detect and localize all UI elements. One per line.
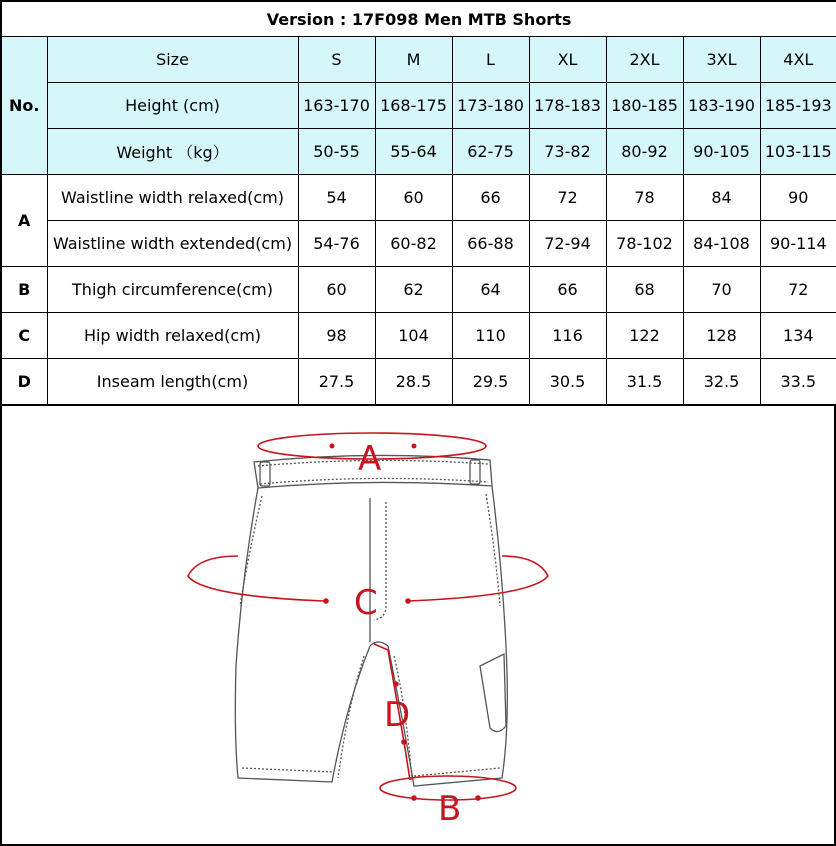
waist-extended-cell: 66-88 bbox=[452, 221, 529, 267]
weight-label: Weight （kg） bbox=[47, 129, 298, 175]
weight-cell: 90-105 bbox=[683, 129, 760, 175]
thigh-cell: 70 bbox=[683, 267, 760, 313]
waist-relaxed-cell: 78 bbox=[606, 175, 683, 221]
hip-cell: 122 bbox=[606, 313, 683, 359]
label-a: A bbox=[358, 439, 382, 479]
waist-extended-cell: 90-114 bbox=[760, 221, 836, 267]
inseam-cell: 28.5 bbox=[375, 359, 452, 406]
weight-cell: 73-82 bbox=[529, 129, 606, 175]
thigh-cell: 66 bbox=[529, 267, 606, 313]
shorts-illustration bbox=[2, 406, 834, 844]
inseam-label: Inseam length(cm) bbox=[47, 359, 298, 406]
size-4xl: 4XL bbox=[760, 37, 836, 83]
hip-cell: 98 bbox=[298, 313, 375, 359]
height-cell: 173-180 bbox=[452, 83, 529, 129]
waist-relaxed-cell: 54 bbox=[298, 175, 375, 221]
thigh-cell: 60 bbox=[298, 267, 375, 313]
inseam-cell: 32.5 bbox=[683, 359, 760, 406]
hip-label: Hip width relaxed(cm) bbox=[47, 313, 298, 359]
waist-extended-cell: 54-76 bbox=[298, 221, 375, 267]
waist-relaxed-cell: 90 bbox=[760, 175, 836, 221]
label-d: D bbox=[384, 695, 411, 735]
height-cell: 183-190 bbox=[683, 83, 760, 129]
inseam-cell: 30.5 bbox=[529, 359, 606, 406]
size-3xl: 3XL bbox=[683, 37, 760, 83]
weight-cell: 103-115 bbox=[760, 129, 836, 175]
waist-relaxed-cell: 72 bbox=[529, 175, 606, 221]
no-header: No. bbox=[1, 37, 47, 175]
label-b: B bbox=[438, 789, 462, 829]
hip-cell: 110 bbox=[452, 313, 529, 359]
height-cell: 178-183 bbox=[529, 83, 606, 129]
size-l: L bbox=[452, 37, 529, 83]
size-s: S bbox=[298, 37, 375, 83]
thigh-label: Thigh circumference(cm) bbox=[47, 267, 298, 313]
waist-extended-cell: 78-102 bbox=[606, 221, 683, 267]
size-2xl: 2XL bbox=[606, 37, 683, 83]
thigh-cell: 64 bbox=[452, 267, 529, 313]
size-label: Size bbox=[47, 37, 298, 83]
waist-extended-cell: 72-94 bbox=[529, 221, 606, 267]
weight-cell: 80-92 bbox=[606, 129, 683, 175]
weight-cell: 55-64 bbox=[375, 129, 452, 175]
label-c: C bbox=[354, 583, 378, 623]
size-chart-table bbox=[0, 0, 836, 406]
inseam-cell: 31.5 bbox=[606, 359, 683, 406]
weight-cell: 62-75 bbox=[452, 129, 529, 175]
height-cell: 185-193 bbox=[760, 83, 836, 129]
waist-relaxed-label: Waistline width relaxed(cm) bbox=[47, 175, 298, 221]
weight-cell: 50-55 bbox=[298, 129, 375, 175]
waist-relaxed-cell: 60 bbox=[375, 175, 452, 221]
waist-extended-cell: 84-108 bbox=[683, 221, 760, 267]
inseam-cell: 33.5 bbox=[760, 359, 836, 406]
measurement-diagram bbox=[0, 406, 836, 846]
thigh-cell: 68 bbox=[606, 267, 683, 313]
inseam-cell: 29.5 bbox=[452, 359, 529, 406]
size-xl: XL bbox=[529, 37, 606, 83]
thigh-cell: 72 bbox=[760, 267, 836, 313]
height-cell: 180-185 bbox=[606, 83, 683, 129]
measurement-dots bbox=[323, 444, 481, 801]
height-label: Height (cm) bbox=[47, 83, 298, 129]
inseam-cell: 27.5 bbox=[298, 359, 375, 406]
waist-relaxed-cell: 66 bbox=[452, 175, 529, 221]
group-d: D bbox=[1, 359, 47, 406]
waist-relaxed-cell: 84 bbox=[683, 175, 760, 221]
hip-cell: 134 bbox=[760, 313, 836, 359]
height-cell: 163-170 bbox=[298, 83, 375, 129]
hip-cell: 128 bbox=[683, 313, 760, 359]
chart-title: Version : 17F098 Men MTB Shorts bbox=[1, 1, 836, 37]
group-a: A bbox=[1, 175, 47, 267]
waist-extended-cell: 60-82 bbox=[375, 221, 452, 267]
group-c: C bbox=[1, 313, 47, 359]
hip-cell: 104 bbox=[375, 313, 452, 359]
waist-extended-label: Waistline width extended(cm) bbox=[47, 221, 298, 267]
size-m: M bbox=[375, 37, 452, 83]
hip-cell: 116 bbox=[529, 313, 606, 359]
group-b: B bbox=[1, 267, 47, 313]
height-cell: 168-175 bbox=[375, 83, 452, 129]
thigh-cell: 62 bbox=[375, 267, 452, 313]
